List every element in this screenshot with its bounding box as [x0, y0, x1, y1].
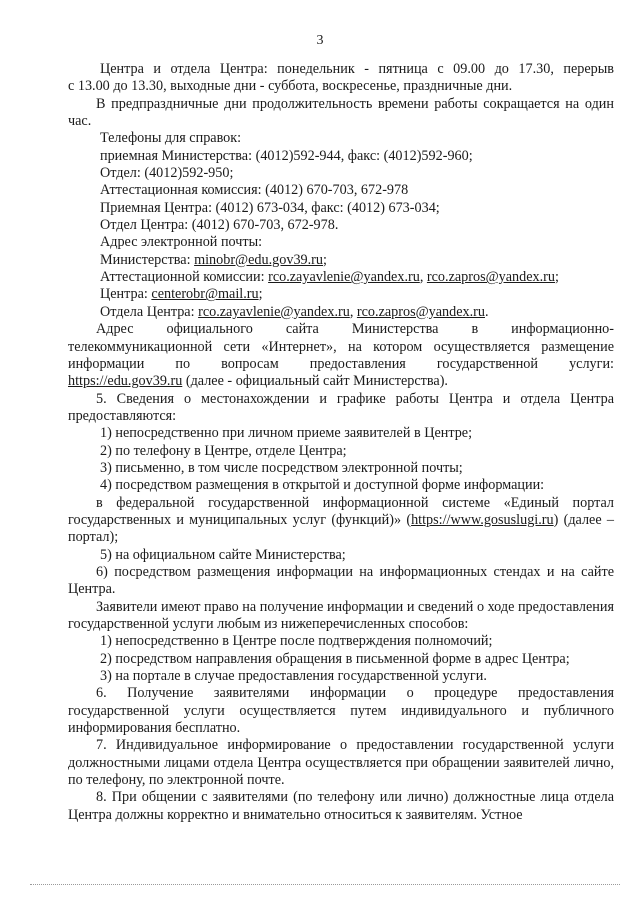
- holiday-paragraph: В предпраздничные дни продолжительность времени работы сокращается на один час.: [68, 95, 614, 130]
- email-link-commission-2[interactable]: rco.zapros@yandex.ru: [426, 269, 555, 286]
- email-link-center-dept-2[interactable]: rco.zapros@yandex.ru: [356, 303, 485, 320]
- email-heading: Адрес электронной почты:: [100, 234, 263, 251]
- phone-commission: Аттестационная комиссия: (4012) 670-703, 672-978: [100, 182, 409, 199]
- section-5-item-1: 1) непосредственно при личном приеме заявителей в Центре;: [100, 425, 473, 442]
- section-5-item-2: 2) по телефону в Центре, отделе Центра;: [100, 442, 347, 459]
- applicants-item-1: 1) непосредственно в Центре после подтверждения полномочий;: [100, 633, 493, 650]
- portal-link[interactable]: https://www.gosuslugi.ru: [411, 511, 554, 528]
- schedule-line-2: с 13.00 до 13.30, выходные дни - суббота, воскресенье, праздничные дни.: [68, 78, 513, 95]
- website-link[interactable]: https://edu.gov39.ru: [68, 373, 183, 390]
- schedule-line-1: Центра и отдела Центра: понедельник - пятница с 09.00 до 17.30, перерыв: [100, 61, 614, 77]
- website-paragraph: Адрес официального сайта Министерства в информационно- телекоммуникационной сети «Интернет», на котором осуществляется размещение информации по вопросам предоставления государственной услуги: https://edu.gov39.ru (далее - официальный сайт Министерства).: [68, 321, 614, 390]
- applicants-item-2: 2) посредством направления обращения в письменной форме в адрес Центра;: [100, 650, 570, 667]
- phone-ministry: приемная Министерства: (4012)592-944, факс: (4012)592-960;: [100, 147, 473, 164]
- scan-bottom-edge: [30, 884, 620, 886]
- email-commission: Аттестационной комиссии: rco.zayavlenie@yandex.ru, rco.zapros@yandex.ru;: [100, 269, 559, 286]
- applicants-intro: Заявители имеют право на получение информации и сведений о ходе предоставления государственной услуги любым из нижеперечисленных способов:: [68, 598, 614, 632]
- applicants-item-3: 3) на портале в случае предоставления государственной услуги.: [100, 668, 487, 685]
- portal-paragraph: в федеральной государственной информационной системе «Единый портал государственных и муниципальных услуг (функций)» (https://www.gosuslugi.ru) (далее – портал);: [68, 494, 615, 546]
- phone-center-department: Отдел Центра: (4012) 670-703, 672-978.: [100, 217, 339, 234]
- phones-heading: Телефоны для справок:: [100, 130, 242, 147]
- section-5-item-4: 4) посредством размещения в открытой и доступной форме информации:: [100, 477, 545, 494]
- section-8: 8. При общении с заявителями (по телефону или лично) должностные лица отдела Центра должны корректно и внимательно относиться к заявителям. Устное: [68, 789, 614, 823]
- email-link-center[interactable]: centerobr@mail.ru: [151, 286, 259, 303]
- section-6: 6. Получение заявителями информации о процедуре предоставления государственной услуги осуществляется путем индивидуального и публичного информирования бесплатно.: [68, 685, 614, 737]
- email-link-commission-1[interactable]: rco.zayavlenie@yandex.ru: [268, 269, 420, 286]
- phone-department: Отдел: (4012)592-950;: [100, 165, 234, 182]
- email-center: Центра: centerobr@mail.ru;: [100, 286, 263, 303]
- section-5-item-6: 6) посредством размещения информации на информационных стендах и на сайте Центра.: [68, 563, 614, 598]
- phone-center-reception: Приемная Центра: (4012) 673-034, факс: (4012) 673-034;: [100, 199, 440, 216]
- email-link-ministry[interactable]: minobr@edu.gov39.ru: [194, 251, 323, 268]
- email-ministry: Министерства: minobr@edu.gov39.ru;: [100, 251, 327, 268]
- email-center-department: Отдела Центра: rco.zayavlenie@yandex.ru, rco.zapros@yandex.ru.: [100, 303, 489, 320]
- document-body: [68, 61, 615, 824]
- section-5-item-3: 3) письменно, в том числе посредством электронной почты;: [100, 459, 463, 476]
- page-number: 3: [316, 33, 324, 48]
- section-5-item-5: 5) на официальном сайте Министерства;: [100, 546, 346, 563]
- section-7: 7. Индивидуальное информирование о предоставлении государственной услуги должностными лицами отдела Центра осуществляется при обращении заявителей лично, по телефону, по электронной почте.: [68, 737, 614, 789]
- section-5-intro: 5. Сведения о местонахождении и графике работы Центра и отдела Центра предоставляются:: [68, 390, 614, 424]
- email-link-center-dept-1[interactable]: rco.zayavlenie@yandex.ru: [198, 303, 350, 320]
